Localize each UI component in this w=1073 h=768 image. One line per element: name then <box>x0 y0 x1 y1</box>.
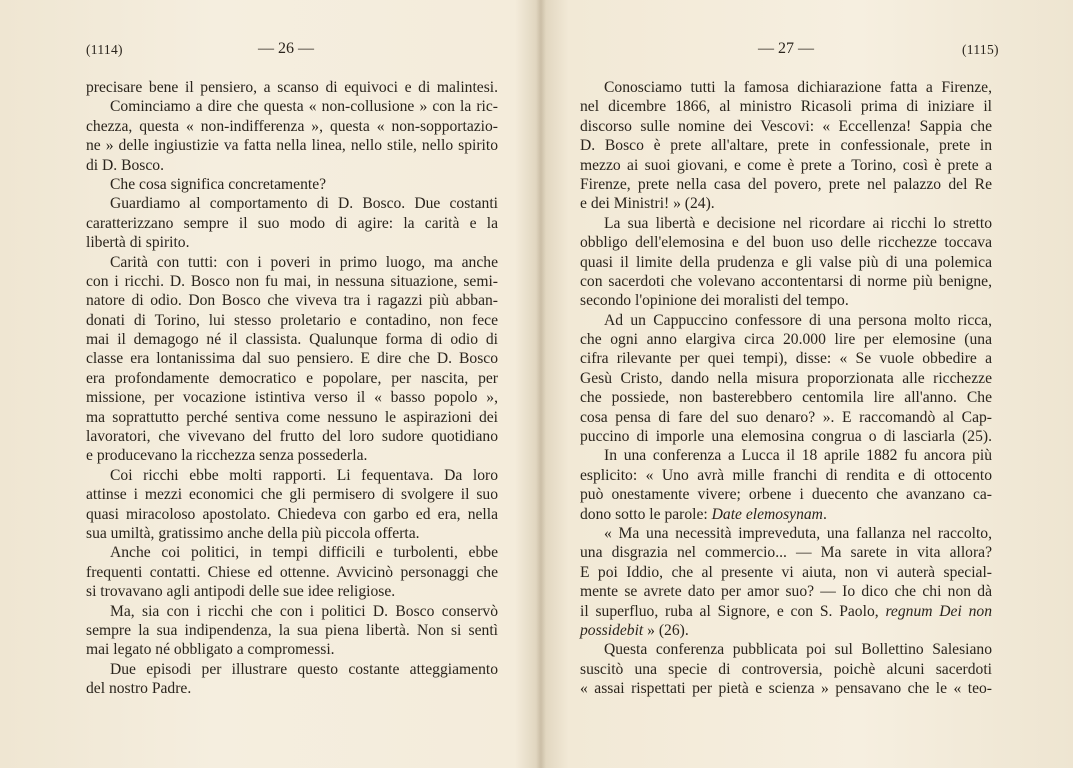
text-line: che possiede, non basterebbero centomila lire all'anno. Che <box>580 389 992 407</box>
right-page-number: — 27 — <box>758 40 814 57</box>
book-gutter <box>536 0 546 768</box>
text-line: quasi il limite della prudenza e gli valse più di una polemica <box>580 253 992 271</box>
text-line: di D. Bosco. <box>86 156 164 174</box>
text-line: Cominciamo a dire che questa « non-collusione » con la ric- <box>110 98 498 116</box>
text-line: missione, per vocazione istintiva verso il « basso popolo », <box>86 389 498 407</box>
text-line: esplicito: « Uno avrà mille franchi di rendita e di ottocento <box>580 466 992 484</box>
text-line: il superfluo, ruba al Signore, e con S. Paolo, regnum Dei non <box>580 602 993 620</box>
text-line: era profondamente democratico e popolare, per nascita, per <box>86 369 498 387</box>
left-page-header <box>0 42 536 62</box>
text-line: E poi Iddio, che al presente vi aiuta, non vi auterà special- <box>580 563 992 581</box>
right-page-header <box>546 42 1073 62</box>
text-line: mai il demagogo né il classista. Qualunque forma di odio di <box>86 331 498 349</box>
text-line: libertà di spirito. <box>86 234 190 252</box>
left-page <box>0 0 536 768</box>
text-line: ma soprattutto perché sentiva come nessuno le aspirazioni dei <box>86 408 498 426</box>
text-line: puccino di imporle una elemosina congrua o di lasciarla (25). <box>580 428 992 446</box>
text-line: Firenze, prete nella casa del povero, prete nel palazzo del Re <box>580 175 992 193</box>
text-line: mente se avrete dato per amor suo? — Io dico che chi non dà <box>580 583 992 601</box>
text-line: quasi miracoloso apostolato. Chiedeva con garbo ed era, nella <box>86 505 498 523</box>
text-line: Due episodi per illustrare questo costante atteggiamento <box>110 660 498 678</box>
text-line: mezzo ai suoi giovani, e come è prete a Torino, così è prete a <box>580 156 992 174</box>
text-line: ne » delle ingiustizie va fatta nella linea, nello stile, nello spirito <box>86 137 498 155</box>
text-line: Che cosa significa concretamente? <box>110 175 327 193</box>
text-line: Coi ricchi ebbe molti rapporti. Li fequentava. Da loro <box>110 466 498 484</box>
text-line: precisare bene il pensiero, a scanso di equivoci e di malintesi. <box>86 79 498 96</box>
text-line: secondo l'opinione dei moralisti del tempo. <box>580 292 849 310</box>
text-line: Ma, sia con i ricchi che con i politici D. Bosco conservò <box>110 602 498 620</box>
text-line: Ad un Cappuccino confessore di una persona molto ricca, <box>604 311 992 329</box>
text-line: sua umiltà, gratissimo anche della più piccola offerta. <box>86 524 420 542</box>
text-line: natore di odio. Don Bosco che viveva tra i ragazzi più abban- <box>86 292 498 310</box>
text-line: con sacerdoti che volevano accontentarsi di norme più benigne, <box>580 272 992 290</box>
text-line: Anche coi politici, in tempi difficili e turbolenti, ebbe <box>110 544 498 562</box>
text-line: e dei Ministri! » (24). <box>580 195 715 213</box>
text-line: con i ricchi. D. Bosco non fu mai, in nessuna situazione, semi- <box>86 272 498 290</box>
text-line: obbligo dell'elemosina e del buon uso delle ricchezze toccava <box>580 234 992 252</box>
text-line: può onestamente vivere; orbene i duecento che avanzano ca- <box>580 486 992 504</box>
text-line: D. Bosco è prete all'altare, prete in confessionale, prete in <box>580 137 992 155</box>
text-line: La sua libertà e decisione nel ricordare ai ricchi lo stretto <box>604 214 992 232</box>
left-folio: (1114) <box>86 42 123 57</box>
text-line: Gesù Cristo, dando nella misura proporzionata alle ricchezze <box>580 369 992 387</box>
text-line: Questa conferenza pubblicata poi sul Bollettino Salesiano <box>604 641 992 659</box>
text-line: discorso sulle nomine dei Vescovi: « Eccellenza! Sappia che <box>580 117 992 135</box>
text-line: e producevano la ricchezza senza possederla. <box>86 447 368 465</box>
text-line: In una conferenza a Lucca il 18 aprile 1882 fu ancora più <box>604 447 992 465</box>
left-page-number: — 26 — <box>258 40 314 57</box>
text-line: Conosciamo tutti la famosa dichiarazione fatta a Firenze, <box>604 79 992 96</box>
text-line: donati di Torino, lui stesso proletario e contadino, non fece <box>86 311 498 329</box>
text-line: si trovavano agli antipodi delle sue idee religiose. <box>86 583 396 601</box>
text-line: sempre la sua indipendenza, la sua piena libertà. Non si sentì <box>86 621 498 639</box>
left-page-body <box>86 78 498 699</box>
text-line: caratterizzano sempre il suo modo di agire: la carità e la <box>86 214 498 232</box>
right-folio: (1115) <box>962 42 999 57</box>
text-line: suscitò una specie di controversia, poichè alcuni sacerdoti <box>580 660 992 678</box>
text-line: « Ma una necessità impreveduta, una fallanza nel raccolto, <box>604 524 992 542</box>
text-line: possidebit » (26). <box>580 621 689 639</box>
text-line: attinse i mezzi economici che gli permisero di svolgere il suo <box>86 486 498 504</box>
text-line: chezza, questa « non-indifferenza », questa « non-sopportazio- <box>86 117 498 135</box>
text-line: frequenti contatti. Chiese ed ottenne. Avvicinò personaggi che <box>86 563 498 581</box>
text-line: mai legato né obbligato a compromessi. <box>86 641 335 659</box>
text-line: Guardiamo al comportamento di D. Bosco. Due costanti <box>110 195 498 213</box>
text-line: che ogni anno elargiva circa 20.000 lire per elemosine (una <box>580 331 992 349</box>
text-line: del nostro Padre. <box>86 680 192 698</box>
text-line: una disgrazia nel commercio... — Ma sarete in vita allora? <box>580 544 992 562</box>
text-line: Carità con tutti: con i poveri in primo luogo, ma anche <box>110 253 498 271</box>
text-line: classe era lontanissima dal suo pensiero. E dire che D. Bosco <box>86 350 498 368</box>
text-line: « assai rispettati per pietà e scienza » pensavano che le « teo- <box>580 680 992 698</box>
text-line: dono sotto le parole: Date elemosynam. <box>580 505 827 523</box>
right-page-body <box>580 78 992 699</box>
right-page <box>546 0 1073 768</box>
text-line: cosa pensa di fare del suo denaro? ». E raccomandò al Cap- <box>580 408 992 426</box>
text-line: nel dicembre 1866, al ministro Ricasoli prima di iniziare il <box>580 98 992 116</box>
text-line: lavoratori, che vivevano del frutto del loro sudore quotidiano <box>86 428 498 446</box>
text-line: cifra rilevante per quei tempi), disse: « Se vuole obbedire a <box>580 350 992 368</box>
